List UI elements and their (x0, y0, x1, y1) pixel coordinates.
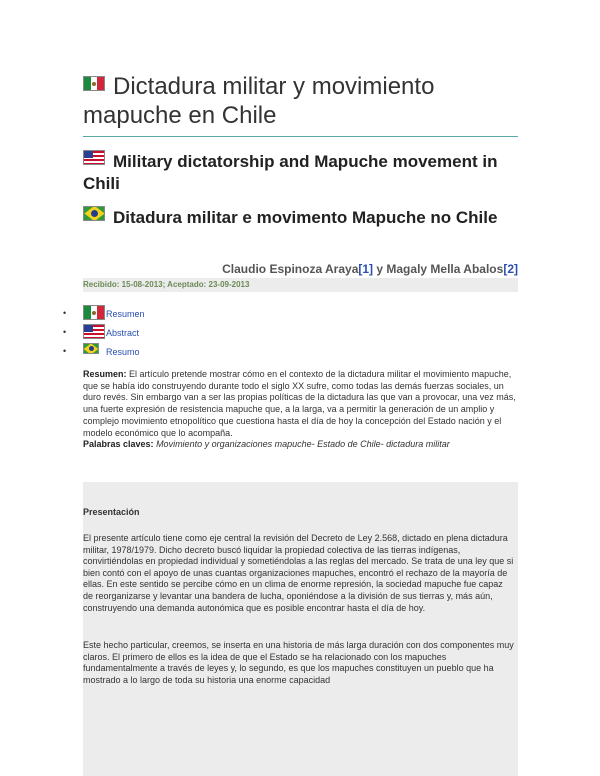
toc-link-resumo[interactable]: Resumo (106, 347, 140, 357)
title-spanish (83, 72, 523, 130)
toc-item-abstract[interactable] (60, 324, 140, 343)
bullet-icon: • (63, 308, 67, 318)
mexico-flag-icon (83, 305, 105, 320)
usa-flag-icon (83, 324, 105, 339)
language-toc (60, 305, 145, 362)
title-english-text: Military dictatorship and Mapuche movement in Chili (83, 152, 498, 193)
author-joiner: y (373, 262, 387, 276)
abstract-label: Resumen: (83, 369, 127, 379)
toc-item-resumen[interactable] (60, 305, 145, 324)
author-1-footnote-link[interactable]: [1] (358, 262, 374, 276)
body-paragraph-1: El presente artículo tiene como eje central la revisión del Decreto de Ley 2.568, dictado en plena dictadura militar, 1978/1979. Dicho decreto buscó liquidar la propiedad colectiva de las tierras indígenas, convirtiéndolas en propiedad individual y sometiéndolas a las reglas del mercado. Se trata de una ley que si bien contó con el apoyo de unas cuantas organizaciones mapuches, encontró el rechazo de la mayoría de ellas. En este sentido se percibe cómo en un clima de enorme represión, la sociedad mapuche fue capaz de reorganizarse y levantar una bandera de lucha, oponiéndose a la división de sus tierras y, más aún, construyendo una demanda autonómica que es posible encontrar hasta el día de hoy. (83, 533, 514, 613)
brazil-flag-icon (83, 206, 105, 221)
mexico-flag-icon (83, 76, 105, 91)
toc-item-resumo[interactable] (60, 343, 140, 362)
bullet-icon: • (63, 327, 67, 337)
title-english (83, 150, 523, 195)
bullet-icon: • (63, 346, 67, 356)
title-portuguese-text: Ditadura militar e movimento Mapuche no Chile (113, 208, 498, 227)
abstract-text: El artículo pretende mostrar cómo en el contexto de la dictadura militar el movimiento mapuche, que se había ido construyendo durante todo el siglo XX sufre, como todas las demás fuerzas sociales, un duro revés. Sin embargo van a ser las propias políticas de la dictadura las que van a provocar, una vez más, una fuerte expresión de resistencia mapuche que, a la larga, va a permitir la generación de un amplio y complejo movimiento etnopolítico que cuestiona hasta el día de hoy la concepción del Estado nación y el modelo económico que lo acompaña. (83, 369, 516, 438)
title-spanish-text: Dictadura militar y movimiento mapuche en Chile (83, 73, 435, 129)
section-heading: Presentación (83, 507, 140, 517)
abstract-block (83, 369, 518, 451)
author-1: Claudio Espinoza Araya (222, 262, 359, 276)
toc-link-abstract[interactable]: Abstract (106, 328, 140, 338)
title-portuguese (83, 206, 523, 229)
author-2-footnote-link[interactable]: [2] (503, 262, 518, 276)
body-section (83, 482, 518, 776)
brazil-flag-icon (83, 343, 99, 354)
usa-flag-icon (83, 150, 105, 165)
title-divider (83, 136, 518, 137)
keywords-text: Movimiento y organizaciones mapuche- Estado de Chile- dictadura militar (153, 439, 450, 450)
received-accepted-dates: Recibido: 15-08-2013; Aceptado: 23-09-2013 (83, 278, 518, 292)
body-paragraph-2: Este hecho particular, creemos, se inserta en una historia de más larga duración con dos componentes muy claros. El primero de ellos es la idea de que el Estado se ha relacionado con los mapuches fundamentalmente a través de leyes y, lo segundo, es que los mapuches constituyen un pueblo que ha mostrado a lo largo de toda su historia una enorme capacidad (83, 640, 514, 685)
keywords-label: Palabras claves: (83, 439, 154, 450)
authors-line (83, 262, 518, 276)
author-2: Magaly Mella Abalos (386, 262, 504, 276)
toc-link-resumen[interactable]: Resumen (106, 309, 145, 319)
